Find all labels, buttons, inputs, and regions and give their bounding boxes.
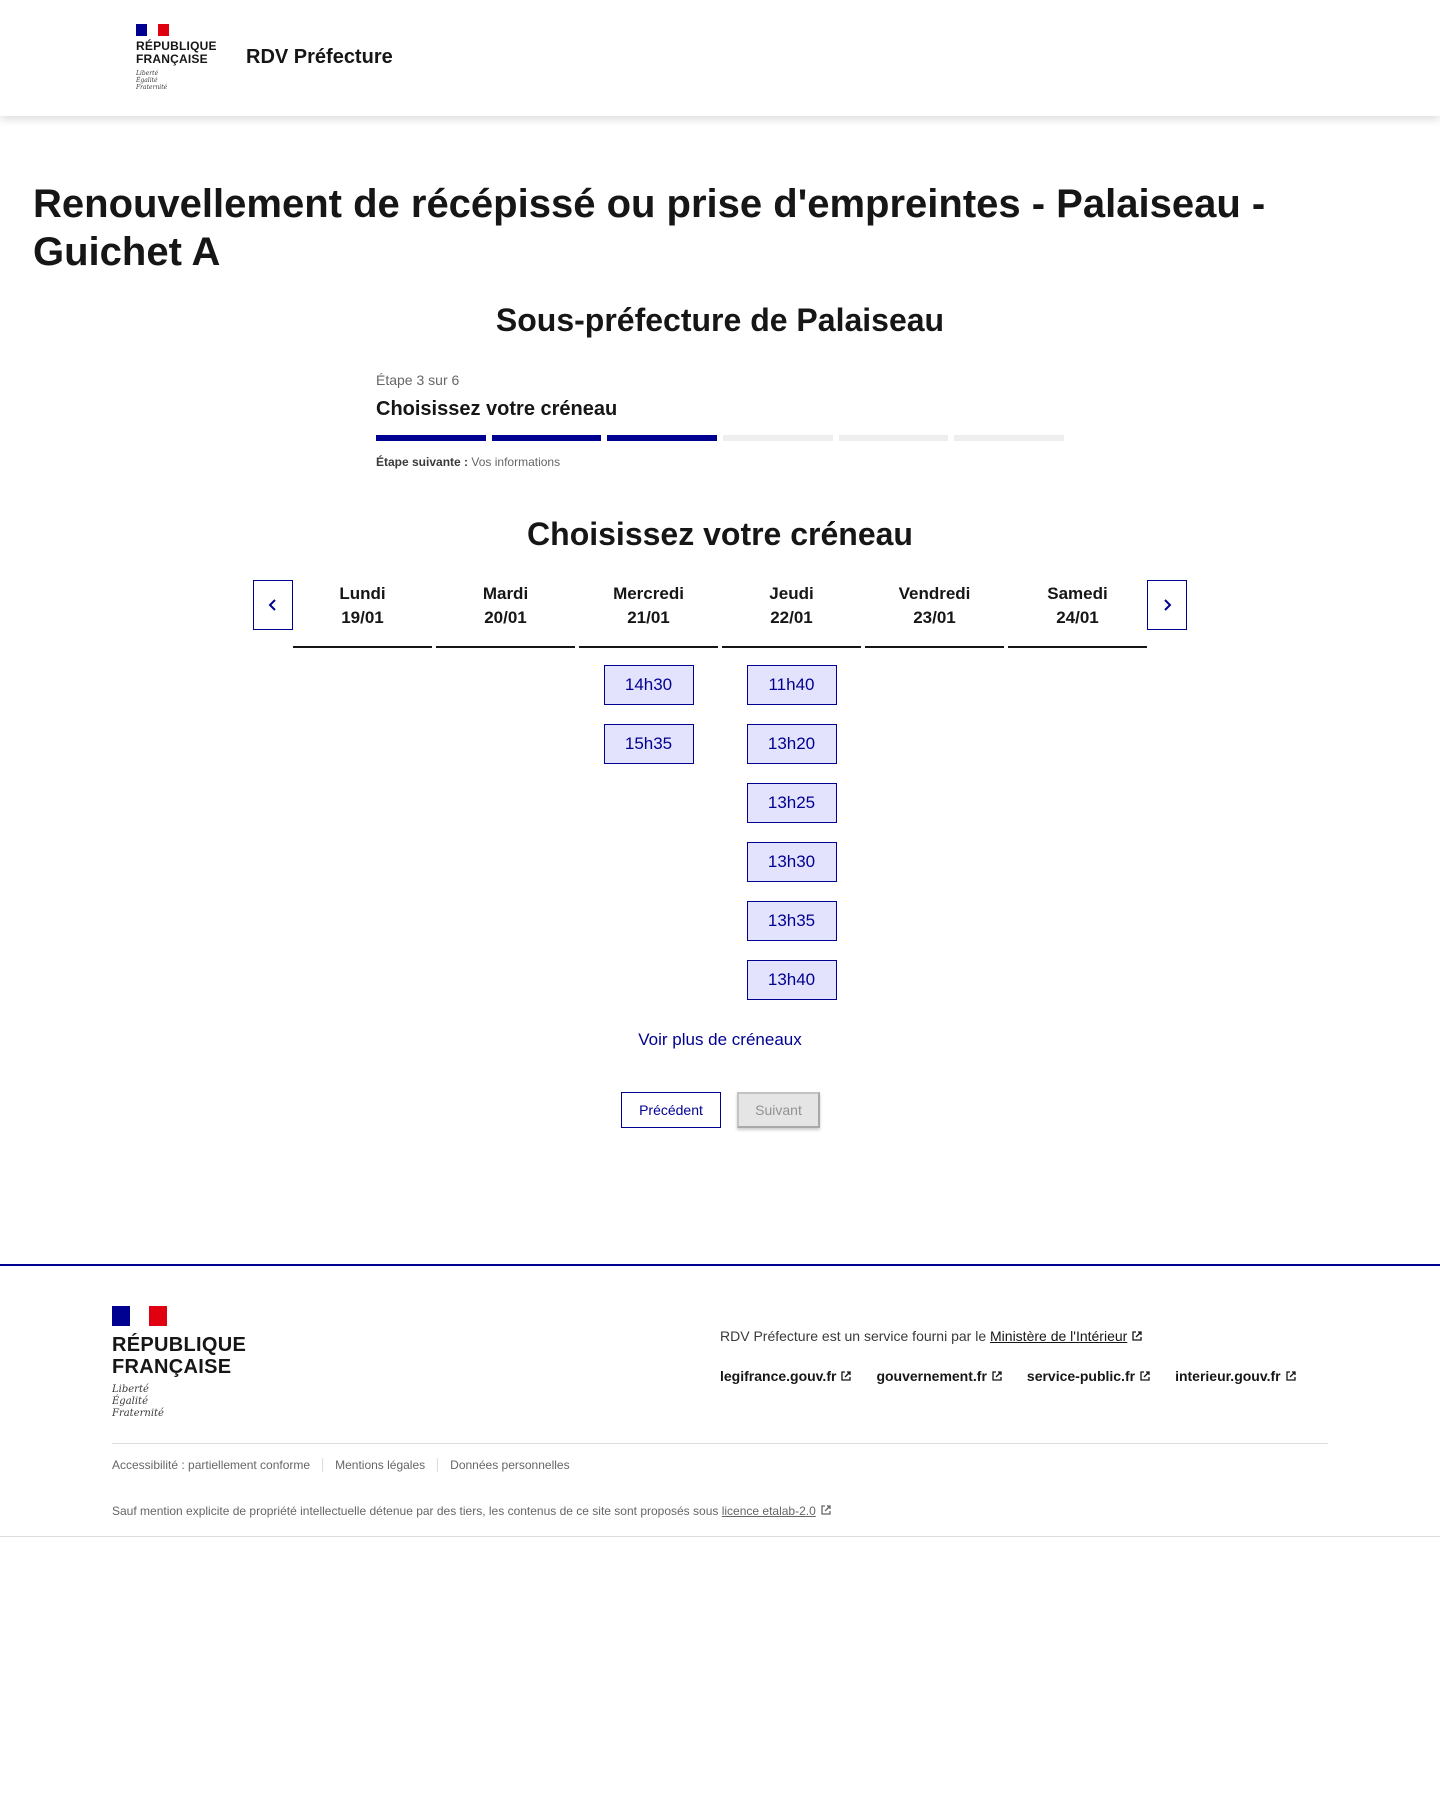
site-footer: [0, 1264, 1440, 1537]
devise-liberte: Liberté: [136, 70, 159, 77]
stepper-segment: [839, 435, 949, 441]
footer-devise-egalite: Égalité: [112, 1396, 148, 1407]
footer-partner-link-label: gouvernement.fr: [876, 1368, 987, 1384]
stepper-next-step: [376, 455, 1064, 469]
day-slots: [579, 665, 718, 764]
day-header: [1008, 580, 1147, 648]
time-slot-button[interactable]: 13h25: [747, 783, 837, 823]
devise-fraternite: Fraternité: [136, 84, 168, 91]
ministry-link[interactable]: [990, 1328, 1143, 1344]
previous-button[interactable]: Précédent: [621, 1092, 721, 1128]
more-slots-link[interactable]: Voir plus de créneaux: [638, 1030, 802, 1049]
day-column: [1008, 580, 1147, 1000]
marianne-flag-icon: [136, 24, 169, 36]
day-date: 21/01: [627, 608, 670, 627]
footer-partner-link[interactable]: [1027, 1368, 1151, 1384]
republique-francaise-text: [136, 40, 217, 66]
ministry-link-label: Ministère de l'Intérieur: [990, 1328, 1128, 1344]
license-link[interactable]: [722, 1504, 832, 1518]
devise-egalite: Égalité: [136, 77, 158, 84]
time-slot-button[interactable]: 13h20: [747, 724, 837, 764]
stepper-segment: [376, 435, 486, 441]
calendar-days: [293, 580, 1147, 1000]
chevron-right-icon: [1160, 598, 1174, 612]
time-slot-button[interactable]: 13h35: [747, 901, 837, 941]
footer-partner-link-label: service-public.fr: [1026, 1368, 1136, 1384]
stepper-segment: [607, 435, 717, 441]
day-header: [293, 580, 432, 648]
footer-republique-logo[interactable]: [112, 1306, 246, 1420]
footer-republique-line2: FRANÇAISE: [112, 1356, 232, 1378]
footer-bottom-link[interactable]: Mentions légales: [322, 1458, 437, 1472]
footer-description-text: RDV Préfecture est un service fourni par le: [720, 1328, 987, 1344]
footer-partner-link-label: legifrance.gouv.fr: [720, 1368, 837, 1384]
day-column: [579, 580, 718, 1000]
day-date: 22/01: [770, 608, 813, 627]
footer-license: [112, 1504, 832, 1518]
day-column: [722, 580, 861, 1000]
footer-partner-link[interactable]: [876, 1368, 1002, 1384]
day-name: Mercredi: [613, 584, 684, 603]
time-slot-button[interactable]: 15h35: [604, 724, 694, 764]
footer-devise: [112, 1384, 246, 1420]
external-link-icon: [1139, 1370, 1151, 1382]
external-link-icon: [820, 1504, 832, 1516]
license-link-label: licence etalab-2.0: [721, 1504, 816, 1518]
day-name: Vendredi: [898, 584, 971, 603]
footer-partner-link[interactable]: [720, 1368, 852, 1384]
footer-republique-line1: RÉPUBLIQUE: [112, 1334, 247, 1356]
external-link-icon: [1285, 1370, 1297, 1382]
section-title: Choisissez votre créneau: [527, 516, 913, 552]
day-column: [865, 580, 1004, 1000]
external-link-icon: [840, 1370, 852, 1382]
marianne-flag-icon: [112, 1306, 167, 1326]
day-slots: [722, 665, 861, 1000]
previous-week-button[interactable]: [253, 580, 293, 630]
site-header: [0, 0, 1440, 116]
footer-bottom-link[interactable]: Accessibilité : partiellement conforme: [112, 1458, 311, 1472]
day-name: Jeudi: [769, 584, 814, 603]
stepper-next-label: Étape suivante :: [376, 455, 469, 469]
footer-partner-link-label: interieur.gouv.fr: [1175, 1368, 1281, 1384]
footer-devise-fraternite: Fraternité: [112, 1408, 164, 1419]
footer-republique-francaise-text: [112, 1334, 246, 1378]
footer-bottom-links: [112, 1458, 582, 1472]
day-header: [579, 580, 718, 648]
time-slot-button[interactable]: 11h40: [747, 665, 837, 705]
time-slot-button[interactable]: 14h30: [604, 665, 694, 705]
stepper-title: Choisissez votre créneau: [376, 398, 618, 420]
footer-description: [720, 1328, 1143, 1344]
stepper: [376, 372, 1064, 469]
day-column: [293, 580, 432, 1000]
stepper-next-value: Vos informations: [471, 455, 561, 469]
stepper-count: Étape 3 sur 6: [376, 372, 460, 388]
stepper-segment: [954, 435, 1064, 441]
footer-partner-links: [720, 1368, 1297, 1384]
day-name: Mardi: [482, 584, 529, 603]
day-header: [436, 580, 575, 648]
footer-devise-liberte: Liberté: [112, 1384, 149, 1395]
stepper-segment: [492, 435, 602, 441]
day-header: [722, 580, 861, 648]
republique-line2: FRANÇAISE: [136, 52, 208, 66]
day-date: 24/01: [1056, 608, 1099, 627]
day-column: [436, 580, 575, 1000]
chevron-left-icon: [266, 598, 280, 612]
next-button[interactable]: Suivant: [737, 1092, 820, 1128]
time-slot-button[interactable]: 13h40: [747, 960, 837, 1000]
day-date: 19/01: [341, 608, 384, 627]
external-link-icon: [1131, 1330, 1143, 1342]
footer-bottom-link[interactable]: Données personnelles: [437, 1458, 581, 1472]
republique-line1: RÉPUBLIQUE: [136, 39, 217, 53]
external-link-icon: [991, 1370, 1003, 1382]
day-header: [865, 580, 1004, 648]
day-name: Lundi: [339, 584, 386, 603]
day-date: 20/01: [484, 608, 527, 627]
day-name: Samedi: [1047, 584, 1108, 603]
footer-divider: [112, 1443, 1328, 1444]
footer-partner-link[interactable]: [1175, 1368, 1297, 1384]
stepper-progress: [376, 435, 1064, 441]
page-title: Renouvellement de récépissé ou prise d'empreintes - Palaiseau - Guichet A: [33, 182, 1266, 274]
next-week-button[interactable]: [1147, 580, 1187, 630]
republique-logo[interactable]: [136, 24, 217, 91]
stepper-segment: [723, 435, 833, 441]
day-date: 23/01: [913, 608, 956, 627]
prefecture-title: Sous-préfecture de Palaiseau: [495, 302, 945, 338]
time-slot-button[interactable]: 13h30: [747, 842, 837, 882]
service-name[interactable]: RDV Préfecture: [246, 46, 393, 68]
devise: [136, 70, 217, 91]
license-text: Sauf mention explicite de propriété intellectuelle détenue par des tiers, les contenus de ce site sont proposés sous: [112, 1504, 719, 1518]
